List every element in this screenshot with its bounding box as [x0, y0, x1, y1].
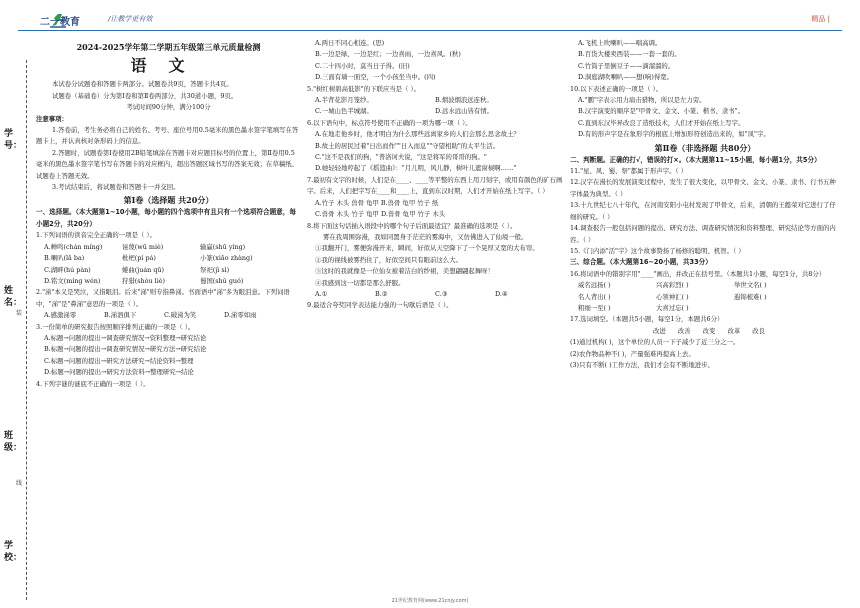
intro-line: 考试时间90分钟，满分100分: [126, 103, 211, 112]
option-text: A.半背花影月笼纱。: [315, 96, 373, 105]
question-17: 17.选词填空。（本题共5小题，每空1分，本题共6分）: [570, 315, 724, 324]
part2-title: 第Ⅱ卷（非选择题 共80分）: [654, 142, 756, 153]
question-8: 8.将下面这句话插入语段中的哪个句子后面最适宜？最准确的选项是（ ）。: [307, 221, 517, 230]
quality-badge: 精品 |: [811, 15, 830, 23]
slogan: /让教学更有效: [108, 15, 153, 23]
column-middle: [307, 38, 565, 312]
question-13: 13.十九世纪七八十年代，在河南安阳小屯村发现了甲骨文，后来，清朝的王懿荣对它进行了仔细的研究。（ ）: [570, 201, 836, 221]
section2-heading: 二、判断题。正确的打√，错误的打×。（本大题第11~15小题，每小题1分，共5分）: [570, 155, 821, 164]
q4-option: D.三面有墙一面空，一个小孩坐当中。(四): [315, 73, 436, 82]
option-text: 蜷曲(juán qū): [122, 265, 165, 274]
question-12: 12.汉字在漫长的发展演变过程中，发生了很大变化，以甲骨文、金文、小篆、隶书、行书五种字体最为典型。（ ）: [570, 178, 836, 198]
option-text: 诬蔑(wū miè): [122, 242, 164, 251]
question-16: 16.将词语中的错别字用"____"画出，并改正在括号里。（本题共1小题，每空1分，共8分）: [570, 269, 826, 278]
note-item: 3.考试结束后，将试题卷和答题卡一并交回。: [52, 183, 180, 192]
q7-option: A.竹子 木头 兽骨 龟甲 B.兽骨 龟甲 竹子 纸: [315, 198, 439, 207]
word-item: 兴高彩烈( ): [656, 281, 689, 290]
line-mark: 线: [16, 480, 23, 487]
option-text: B.涕泗俱下: [104, 311, 137, 320]
q8-passage: 雾在我周围弥漫，我如同置身于茫茫的雾海中，又仿佛进入了仙境一般。: [323, 232, 528, 241]
option-text: D.远水远山皆有情。: [435, 107, 494, 116]
word-item: 改革: [727, 326, 741, 335]
option-text: B.喇叭(lǎ ba): [44, 254, 85, 263]
question-7: 7.最初有文字的时候，人们是在____、____等平整的东西上用刀刻字，或用有颜色的矿石画字。后来，人们把字写在____和____上，直到东汉时期，人们才开始在纸上写字。（ ）: [307, 175, 563, 196]
option-text: A.①: [315, 289, 328, 298]
q17-item: (2)农作物品种不( )，产量强难再提高上去。: [570, 349, 695, 358]
q9-option: C.竹筒子里倒豆子——滴溜溜的。: [578, 61, 675, 70]
word-item: 粗细一至( ): [578, 303, 611, 312]
option-text: D.涕零如雨: [224, 311, 257, 320]
seal-mark: 装: [16, 310, 23, 317]
q16-row: [570, 303, 840, 314]
name-label: 姓名：: [4, 286, 23, 308]
q17-item: (3)只有不断( )工作方法，我们才会有不断地进步。: [570, 360, 714, 369]
word-item: 改良: [752, 326, 766, 335]
option-text: B.烟波烟浪远连秋。: [435, 96, 493, 105]
word-item: 改善: [677, 326, 691, 335]
option-text: 枇杷(pí pá): [122, 254, 156, 263]
word-item: 改变: [702, 326, 716, 335]
word-item: 心领神汇( ): [656, 292, 689, 301]
option-text: C.③: [435, 289, 448, 298]
option-text: C.破涕为笑: [164, 311, 197, 320]
header-divider: [18, 30, 842, 31]
column-right: [570, 38, 840, 371]
notes-title: 注意事项：: [36, 114, 68, 123]
question-15: 15.《门内添"活"字》这个故事赞扬了杨修的聪明、机智。（ ）: [570, 246, 745, 255]
option-text: C.一城山色半城湖。: [315, 107, 373, 116]
q9-option: B.百货大楼卖西装——一套一套的。: [578, 50, 681, 59]
option-text: D.④: [495, 289, 508, 298]
part1-title: 第Ⅰ卷（选择题 共20分）: [123, 195, 214, 206]
class-label: 班级：: [4, 431, 23, 453]
q2-options: [36, 310, 301, 321]
page-header: [0, 0, 860, 38]
exam-title: 2024-2025学年第二学期五年级第三单元质量检测: [76, 42, 261, 52]
q16-row: [570, 292, 840, 303]
option-text: D.铭文(míng wén): [44, 276, 101, 285]
question-14: 14.调查报告一般包括问题的提出、研究方法、调查研究情况和资料整理、研究结论等方面的内容。（ ）: [570, 224, 836, 244]
q3-option: A.标题→问题的提出→调查研究情况→资料整理→研究结论: [44, 333, 207, 342]
word-item: 名人背出( ): [578, 292, 611, 301]
question-3: 3.一份简单的研究报告按照顺序排列正确的一项是（ ）。: [36, 322, 195, 331]
q6-option: B.故土的居民过着"日出而作""日入而息""守望相助"的太平生活。: [315, 141, 500, 150]
option-text: C.湖畔(hú pàn): [44, 265, 91, 274]
question-4: 4.下列字谜的谜底不正确的一项是（ ）。: [36, 379, 150, 388]
q10-option: A."鹏"字表示用力扇击猎物，所以是左力旁。: [578, 96, 706, 105]
q4-option: B.一边是绿，一边是红；一边喜雨，一边喜风。(秋): [315, 50, 461, 59]
question-9: 9.最适合夸奖同学表达能力强的一句歇后语是（ ）。: [307, 301, 453, 310]
word-item: 大喜过忘( ): [656, 303, 689, 312]
q6-option: A.在地走他乡时，他才明白为什么那些远离家乡的人们会那么思念故土？: [315, 130, 520, 139]
q9-option: A.飞机上吹喇叭——唱高调。: [578, 39, 662, 47]
binding-strip: [0, 60, 34, 600]
q1-option-d: [36, 276, 301, 287]
option-text: 小篆(xiǎo zhàng): [200, 254, 253, 263]
subject-title: 语文: [130, 56, 207, 76]
option-text: 祭祀(jì sì): [200, 265, 230, 274]
word-item: 威名远扬( ): [578, 281, 611, 290]
q7-option: C.兽骨 木头 竹子 龟甲 D.兽骨 龟甲 竹子 木头: [315, 210, 446, 219]
section3-heading: 三、综合题。（本大题第16~20小题，共33分）: [570, 258, 712, 267]
binding-dashed-line: [26, 60, 27, 600]
q8-item: ④我感到这一切都是那么舒服。: [315, 278, 405, 287]
question-5: 5."树红树碧高低影"的下联应当是（ ）。: [307, 84, 421, 93]
word-item: 遐锦梳难( ): [734, 292, 767, 301]
question-2: 2."涕"本义是哭泣，又指眼泪。后来"涕"则专指鼻涕。书面语中"涕"多为眼泪意。下列词语中，"涕"是"鼻涕"意思的一项是（ ）。: [36, 288, 290, 308]
q1-option-b: [36, 253, 301, 264]
option-text: 蜀国(shǔ guó): [200, 276, 244, 285]
intro-line: 试题卷（基础卷）分为第Ⅰ卷和第Ⅱ卷两部分，共30道小题，9页。: [52, 91, 238, 100]
intro-line: 本试卷分试题卷和答题卡两部分。试题卷共9页，答题卡共4页。: [52, 80, 233, 89]
school-label: 学校：: [4, 541, 23, 563]
note-item: 2.答题时，试题卷第Ⅰ卷使用2B铅笔填涂在答题卡对应题目标号的位置上，第Ⅱ卷用0.5毫米的黑色墨水签字笔书写在答题卡的对应框内，超出答题区域书写的答案无效；在草稿纸、试题卷上答题无效。: [36, 148, 299, 180]
q4-option: A.两日不同心相连。(思): [315, 39, 385, 47]
option-text: A.蝉鸣(chán míng): [44, 242, 103, 251]
q1-option-c: [36, 265, 301, 276]
q10-option: D.有的形声字是在象形字的根底上增加形符创造出来的，如"凤"字。: [578, 130, 770, 139]
q4-option: C.二十四小时，莫当日子得。(旧): [315, 61, 410, 70]
student-id-label: 学号：: [4, 129, 23, 151]
option-text: 狩猎(shòu liè): [122, 276, 166, 285]
q10-option: C.直到东汉毕昇改良了造纸技术，人们才开始在纸上写字。: [578, 118, 745, 127]
option-text: A.感激涕零: [44, 311, 77, 320]
q8-item: ③这时的我就像是一位仙女被着洁白的纱裙，美想翩翩起舞呀！: [315, 267, 494, 276]
q5-options-row: [307, 106, 565, 117]
option-text: 输赢(shū yíng): [200, 242, 246, 251]
option-text: B.②: [375, 289, 388, 298]
word-item: 改进: [652, 326, 666, 335]
q9-option: D.洞庭湖吹喇叭——想(响)得宽。: [578, 73, 673, 82]
q17-item: (1)通过机构( )，这个单位的人员一下子减少了近三分之一。: [570, 338, 740, 347]
q17-word-bank: [570, 326, 840, 337]
question-6: 6.以下语句中，标点符号使用不正确的一项为哪一项（ ）。: [307, 118, 472, 127]
q5-options-row: [307, 95, 565, 106]
q10-option: B.汉字演变的顺序是"甲骨文、金文、小篆、楷书、隶书"。: [578, 107, 744, 116]
q3-option: D.标题→问题的提出→研究方法资料→整理研究→结论: [44, 368, 194, 377]
q8-options: [307, 289, 565, 300]
q8-item: ①我翻开门，雾便弥漫开来，瞬间，好似从天空降下了一个晃厚又宽的大布帘。: [315, 244, 539, 253]
question-10: 10.以下表述正确的一项是（ ）。: [570, 84, 663, 93]
q6-option: D.她轻轻地哼起了《摇篮曲》："月儿明，风儿静，树叶儿遮窗棂啊……": [315, 164, 517, 173]
column-left: [36, 38, 301, 390]
question-11: 11."星、风、蜀、祭"都属于形声字。（ ）: [570, 167, 688, 176]
logo-text: 二一教育: [40, 17, 80, 28]
question-1: 1.下列词语的读音完全正确的一项是（ ）。: [36, 231, 156, 240]
q3-option: C.标题→问题的提出→研究方法研究→结论资料→整理: [44, 356, 194, 365]
q3-option: B.标题→问题的提出→调查研究情况→研究方法→研究结论: [44, 345, 207, 354]
q1-option-a: [36, 242, 301, 253]
page-footer: 21世纪教育网(www.21cnjy.com): [391, 598, 469, 604]
q16-row: [570, 280, 840, 291]
word-item: 举世文名( ): [734, 281, 767, 290]
q8-item: ②我的视线被雾挡住了，好似空间只有眼前这么大。: [315, 255, 462, 264]
section1-heading: 一、选择题。（本大题第1~10小题，每小题的四个选项中有且只有一个选项符合题意，每小题2分，共20分）: [36, 208, 296, 228]
q6-option: C."这不是我们的狗，"普洛诃夫说，"这是将军的哥哥的狗。": [315, 153, 487, 162]
note-item: 1.答卷前，考生务必将自己的姓名、考号、座位号用0.5毫米的黑色墨水签字笔填写在答题卡上，并认真核对条形码上的信息。: [36, 126, 299, 146]
